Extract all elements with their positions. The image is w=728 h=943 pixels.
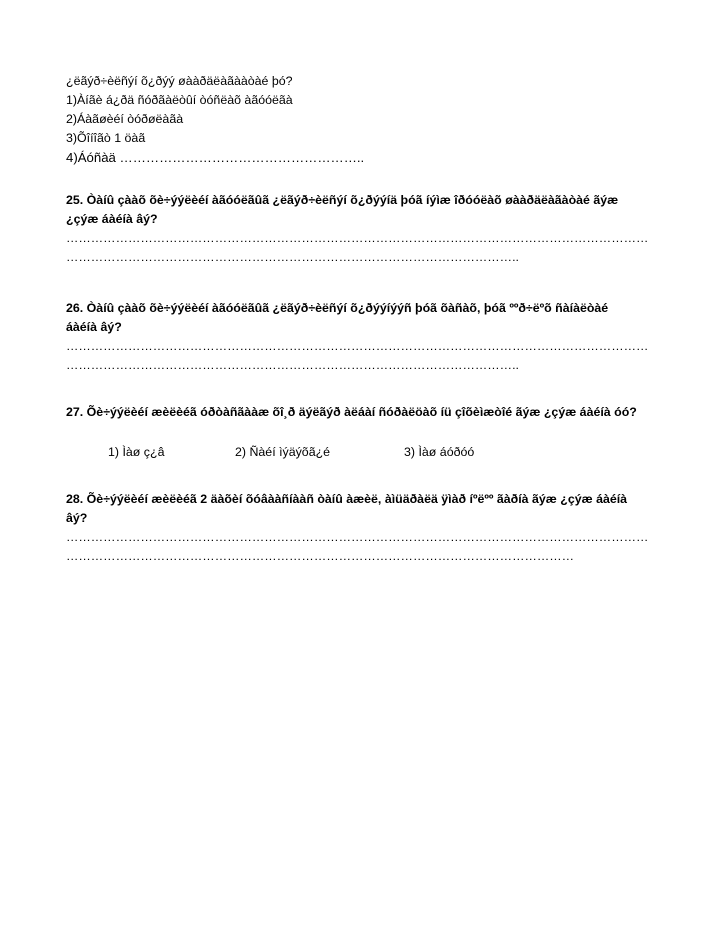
question-25-line-1: 25. Òàíû çààõ õè÷ýýëèéí àãóóëãûã ¿ëãýð÷èëñýí õ¿ðýýíä þóã íýìæ îðóóëàõ øààðäëàãàòàé ãýæ [66, 193, 619, 207]
question-25-answer-line-2: ……………………………………………………………………………………………….. [66, 250, 519, 264]
question-26-line-1: 26. Òàíû çààõ õè÷ýýëèéí àãóóëãûã ¿ëãýð÷èëñýí õ¿ðýýíýýñ þóã õàñàõ, þóã ººð÷ëºõ ñàíàëòàé [66, 301, 609, 315]
question-26-answer-line-2: ……………………………………………………………………………………………….. [66, 358, 519, 372]
question-25-block [66, 191, 660, 267]
question-28-line-2: âý? [66, 511, 88, 525]
question-26-line-2: áàéíà âý? [66, 320, 122, 334]
question-26-answer-line-1: …………………………………………………………………………………………………………………………… [66, 339, 649, 353]
question-25-answer-line-1: …………………………………………………………………………………………………………………………… [66, 231, 649, 245]
question-27-text: 27. Õè÷ýýëèéí æèëèéã óðòàñãààæ õî¸ð äýëãýð àëáàí ñóðàëöàõ íü çîõèìæòîé ãýæ ¿çýæ áàéíà óó? [66, 405, 637, 419]
intro-question-block [66, 72, 660, 167]
question-28-line-1: 28. Õè÷ýýëèéí æèëèéã 2 äàõèí õóâààñíààñ òàíû àæèë, àìüäðàëä ÿìàð íºëºº ãàðíà ãýæ ¿çýæ áàéíà [66, 492, 628, 506]
intro-option-2: 2)Áàãøèéí òóðøëàãà [66, 112, 184, 126]
intro-option-3: 3)Õîíîãò 1 öàã [66, 131, 146, 145]
question-27-option-2: 2) Ñàéí ìýäýõã¿é [235, 445, 331, 459]
question-27-option-3: 3) Ìàø áóðóó [404, 445, 475, 459]
question-28-answer-line-2: …………………………………………………………………………………………………………… [66, 549, 575, 563]
question-28-answer-line-1: …………………………………………………………………………………………………………………………… [66, 530, 649, 544]
intro-option-4: 4)Áóñàä ……………………………………………….. [66, 150, 365, 165]
question-25-line-2: ¿çýæ áàéíà âý? [66, 212, 158, 226]
intro-question-text: ¿ëãýð÷èëñýí õ¿ðýý øààðäëàãààòàé þó? [66, 74, 293, 88]
question-26-block [66, 299, 660, 375]
question-28-block [66, 490, 660, 566]
question-27-options [66, 443, 660, 462]
document-content [66, 72, 660, 566]
intro-option-1: 1)Àíãè á¿ðä ñóðãàëòûí òóñëàõ àãóóëãà [66, 93, 293, 107]
question-27-block [66, 403, 660, 462]
question-27-option-1: 1) Ìàø ç¿â [108, 445, 165, 459]
